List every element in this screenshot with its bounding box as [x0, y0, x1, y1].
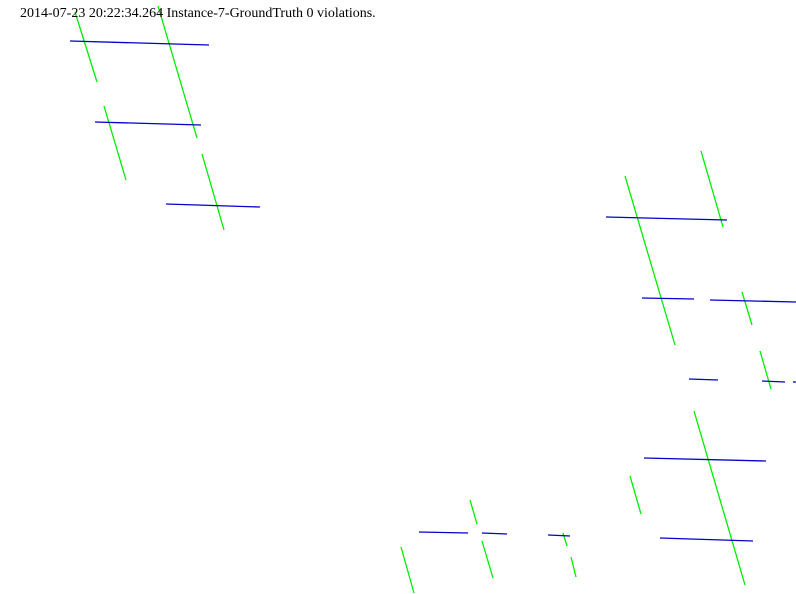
green-segments [75, 6, 771, 593]
blue-segment [689, 379, 718, 380]
green-segment [630, 476, 641, 514]
blue-segment [762, 381, 785, 382]
blue-segment [419, 532, 468, 533]
green-segment [75, 12, 97, 82]
blue-segment [166, 204, 260, 207]
blue-segment [70, 41, 209, 45]
blue-segment [606, 217, 727, 220]
blue-segment [644, 458, 766, 461]
green-segment [482, 541, 493, 578]
green-segment [625, 176, 675, 345]
green-segment [470, 500, 477, 524]
status-caption: 2014-07-23 20:22:34.264 Instance-7-GroundTruth 0 violations. [20, 6, 376, 21]
green-segment [563, 533, 567, 546]
blue-segment [95, 122, 201, 125]
green-segment [158, 6, 197, 138]
blue-segment [660, 538, 753, 541]
green-segment [571, 557, 576, 577]
blue-segments [70, 41, 796, 541]
green-segment [760, 351, 771, 389]
green-segment [701, 151, 723, 227]
blue-segment [548, 535, 570, 536]
green-segment [202, 154, 224, 230]
blue-segment [710, 300, 796, 302]
green-segment [104, 106, 126, 180]
blue-segment [482, 533, 507, 534]
green-segment [401, 547, 414, 593]
green-segment [742, 292, 752, 325]
blue-segment [642, 298, 694, 299]
green-segment [694, 411, 745, 585]
